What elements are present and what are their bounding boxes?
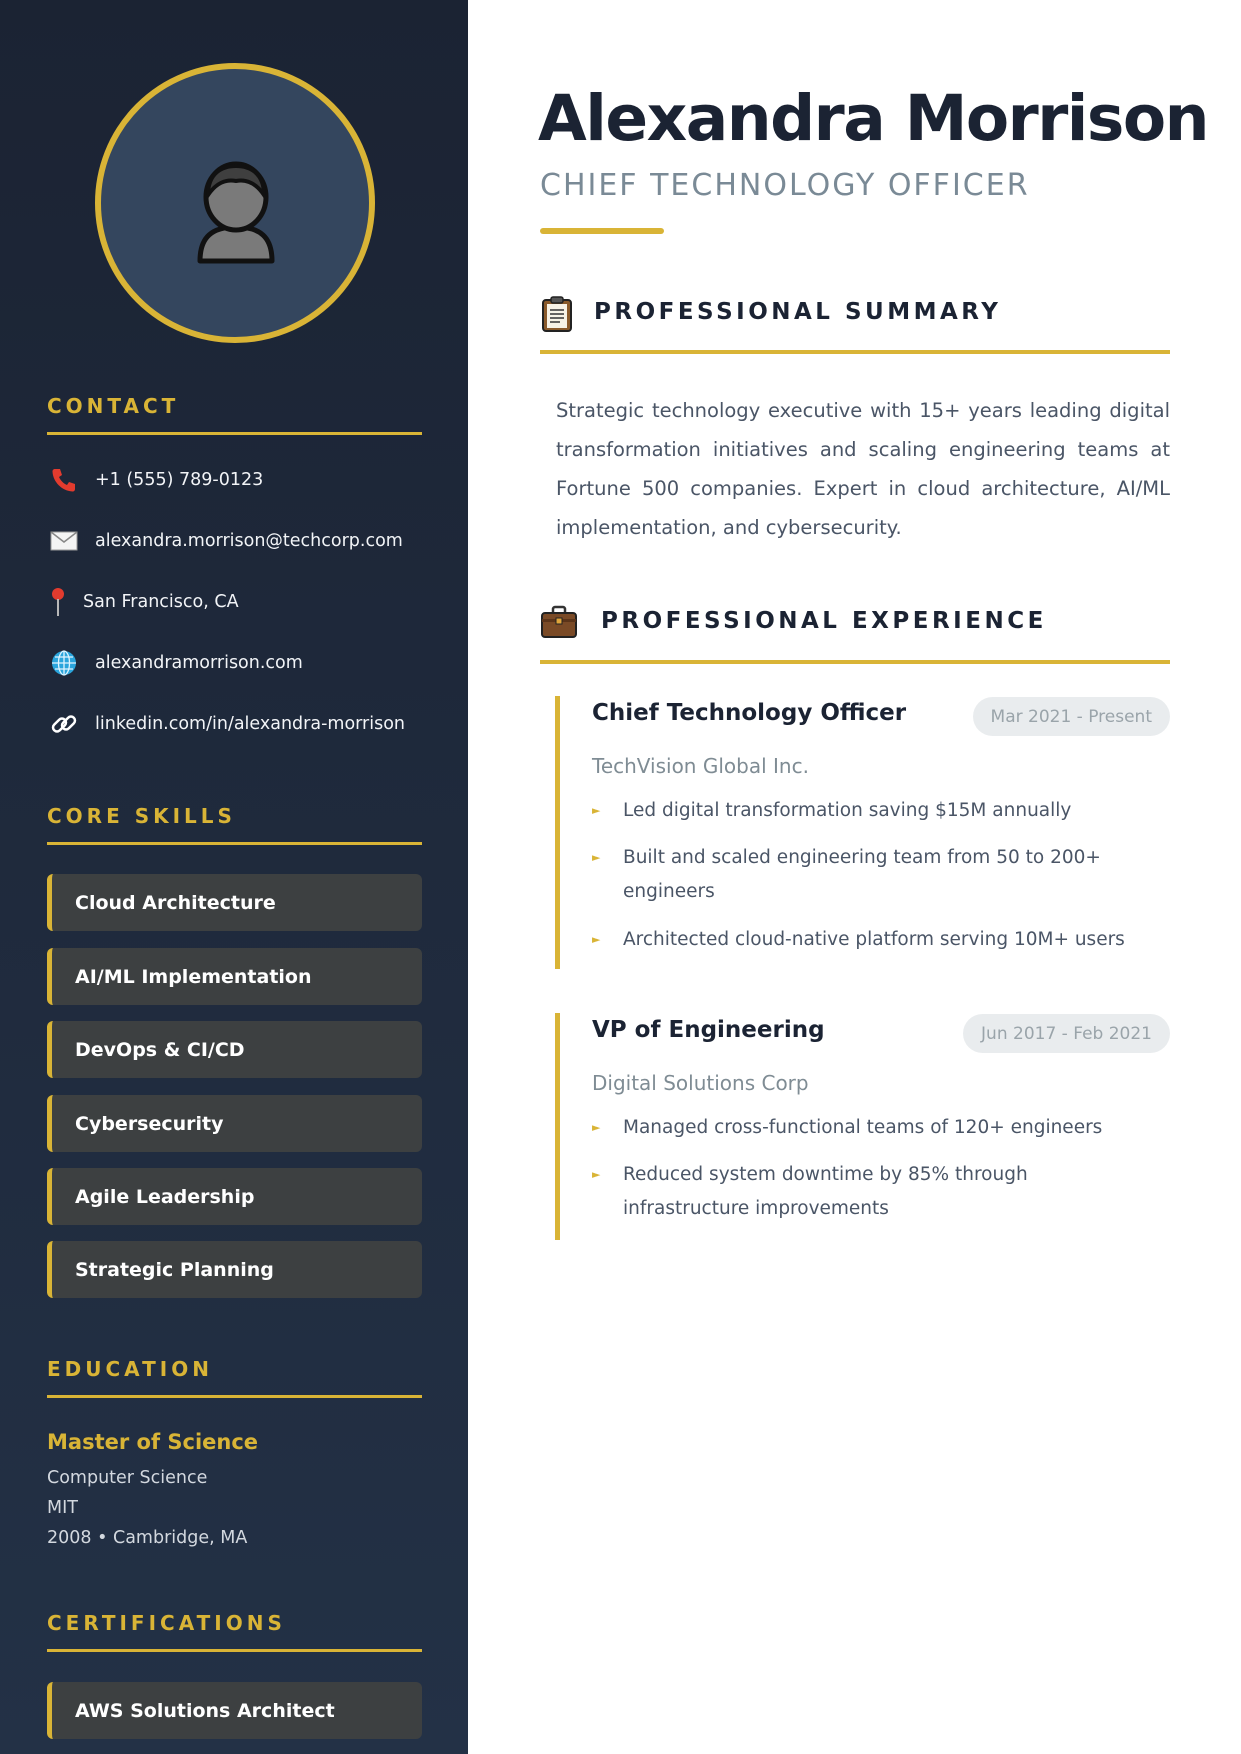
bullet-triangle-icon: ► — [592, 804, 601, 817]
skill-tag: Cloud Architecture — [47, 874, 422, 931]
education-field: Computer Science — [47, 1468, 208, 1488]
job-bullet: ► Architected cloud-native platform serving 10M+ users — [592, 923, 1152, 957]
contact-linkedin-text: linkedin.com/in/alexandra-morrison — [95, 714, 406, 734]
skill-tag: Agile Leadership — [47, 1168, 422, 1225]
experience-heading: PROFESSIONAL EXPERIENCE — [601, 608, 1047, 634]
summary-heading: PROFESSIONAL SUMMARY — [594, 299, 1002, 325]
skills-divider — [47, 842, 422, 845]
job-entry — [555, 696, 1170, 969]
education-degree: Master of Science — [47, 1430, 259, 1454]
bullet-triangle-icon: ► — [592, 851, 601, 864]
bullet-triangle-icon: ► — [592, 933, 601, 946]
job-role: Chief Technology Officer — [592, 700, 907, 726]
contact-location-text: San Francisco, CA — [83, 592, 239, 612]
job-bullet: ► Reduced system downtime by 85% through infrastructure improvements — [592, 1158, 1152, 1226]
contact-linkedin[interactable] — [47, 707, 405, 741]
contact-phone[interactable] — [47, 463, 263, 497]
clipboard-icon — [540, 295, 574, 337]
avatar — [95, 63, 375, 343]
contact-email-text: alexandra.morrison@techcorp.com — [95, 531, 403, 551]
title-accent-bar — [540, 228, 664, 234]
skill-tag: DevOps & CI/CD — [47, 1021, 422, 1078]
job-bullet: ► Led digital transformation saving $15M annually — [592, 794, 1152, 828]
education-divider — [47, 1395, 422, 1398]
candidate-title: CHIEF TECHNOLOGY OFFICER — [540, 168, 1030, 203]
job-entry — [555, 1013, 1170, 1240]
education-year-location: 2008 • Cambridge, MA — [47, 1528, 248, 1548]
job-company: Digital Solutions Corp — [592, 1071, 809, 1095]
summary-text: Strategic technology executive with 15+ years leading digital transformation initiatives and scaling engineering teams at Fortune 500 companies. Expert in cloud architecture, AI/ML implementation, and cybersecurity. — [556, 399, 1170, 539]
candidate-name: Alexandra Morrison — [538, 82, 1209, 155]
contact-location — [47, 585, 239, 619]
bullet-triangle-icon: ► — [592, 1168, 601, 1181]
contact-heading: CONTACT — [47, 394, 180, 418]
sidebar — [0, 0, 468, 1754]
job-bullet: ► Managed cross-functional teams of 120+ engineers — [592, 1111, 1152, 1145]
certifications-heading: CERTIFICATIONS — [47, 1611, 286, 1635]
globe-icon — [47, 646, 81, 680]
briefcase-icon — [540, 605, 578, 643]
skill-tag: AI/ML Implementation — [47, 948, 422, 1005]
person-silhouette-icon — [194, 159, 278, 265]
certifications-divider — [47, 1649, 422, 1652]
education-heading: EDUCATION — [47, 1357, 213, 1381]
location-pin-icon — [47, 585, 69, 619]
skill-tag: Cybersecurity — [47, 1095, 422, 1152]
contact-website-text: alexandramorrison.com — [95, 653, 303, 673]
experience-divider — [540, 660, 1170, 664]
contact-divider — [47, 432, 422, 435]
bullet-triangle-icon: ► — [592, 1121, 601, 1134]
phone-icon — [47, 463, 81, 497]
envelope-icon — [47, 524, 81, 558]
contact-email[interactable] — [47, 524, 403, 558]
job-date-badge: Jun 2017 - Feb 2021 — [963, 1014, 1170, 1053]
education-school: MIT — [47, 1498, 78, 1518]
contact-website[interactable] — [47, 646, 303, 680]
certification-tag: AWS Solutions Architect — [47, 1682, 422, 1739]
job-date-badge: Mar 2021 - Present — [973, 697, 1170, 736]
skills-heading: CORE SKILLS — [47, 804, 236, 828]
contact-phone-text: +1 (555) 789-0123 — [95, 470, 264, 490]
link-icon — [47, 707, 81, 741]
summary-divider — [540, 350, 1170, 354]
job-bullet: ► Built and scaled engineering team from 50 to 200+ engineers — [592, 841, 1152, 909]
job-role: VP of Engineering — [592, 1017, 825, 1043]
job-company: TechVision Global Inc. — [592, 754, 809, 778]
skill-tag: Strategic Planning — [47, 1241, 422, 1298]
